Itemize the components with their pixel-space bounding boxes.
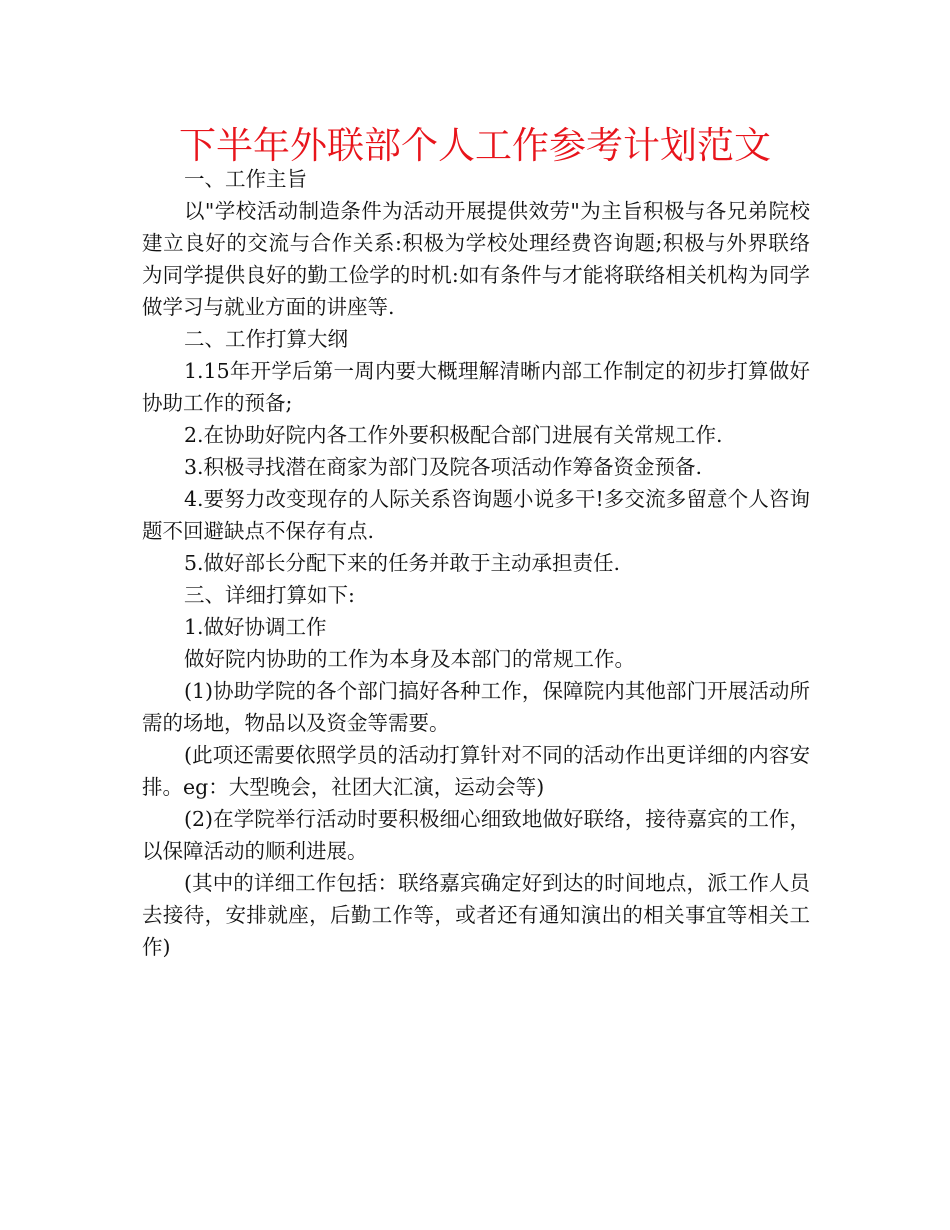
section-heading-details: 三、详细打算如下: bbox=[184, 583, 355, 607]
document-body bbox=[142, 163, 810, 963]
paragraph: (1)协助学院的各个部门搞好各种工作，保障院内其他部门开展活动所需的场地，物品以及资金等需要。 bbox=[142, 679, 810, 735]
list-item: 1.15年开学后第一周内要大概理解清晰内部工作制定的初步打算做好协助工作的预备; bbox=[142, 359, 810, 415]
list-item: 5.做好部长分配下来的任务并敢于主动承担责任. bbox=[184, 551, 621, 575]
page-title: 下半年外联部个人工作参考计划范文 bbox=[179, 124, 771, 167]
section-heading-purpose: 一、工作主旨 bbox=[184, 167, 307, 191]
section-heading-outline: 二、工作打算大纲 bbox=[184, 327, 348, 351]
list-item: 3.积极寻找潜在商家为部门及院各项活动作筹备资金预备. bbox=[184, 455, 703, 479]
paragraph: (此项还需要依照学员的活动打算针对不同的活动作出更详细的内容安排。eg：大型晚会，社团大汇演，运动会等) bbox=[142, 743, 810, 799]
list-item: 2.在协助好院内各工作外要积极配合部门进展有关常规工作. bbox=[184, 423, 723, 447]
paragraph: (其中的详细工作包括：联络嘉宾确定好到达的时间地点，派工作人员去接待，安排就座，后勤工作等，或者还有通知演出的相关事宜等相关工作) bbox=[142, 871, 810, 959]
sub-heading-coordination: 1.做好协调工作 bbox=[184, 615, 327, 639]
paragraph: 做好院内协助的工作为本身及本部门的常规工作。 bbox=[184, 647, 635, 671]
list-item: 4.要努力改变现存的人际关系咨询题小说多干!多交流多留意个人咨询题不回避缺点不保存有点. bbox=[142, 487, 810, 543]
paragraph-purpose: 以"学校活动制造条件为活动开展提供效劳"为主旨积极与各兄弟院校建立良好的交流与合作关系:积极为学校处理经费咨询题;积极与外界联络为同学提供良好的勤工俭学的时机:如有条件与才能将联络相关机构为同学做学习与就业方面的讲座等. bbox=[142, 199, 810, 319]
paragraph: (2)在学院举行活动时要积极细心细致地做好联络，接待嘉宾的工作，以保障活动的顺利进展。 bbox=[142, 807, 810, 863]
